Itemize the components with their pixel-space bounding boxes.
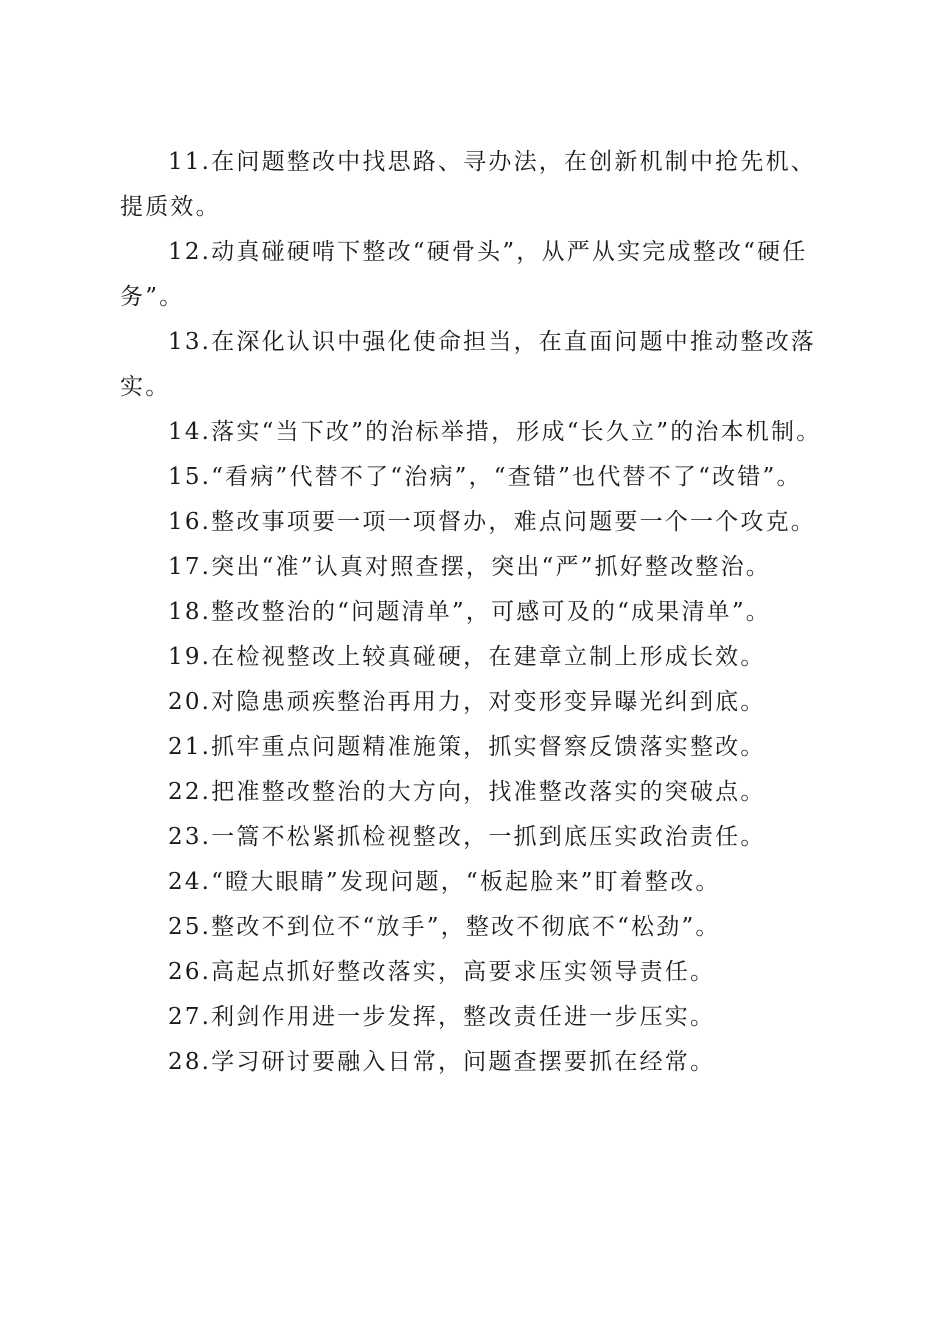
list-item: 11.在问题整改中找思路、寻办法，在创新机制中抢先机、提质效。: [120, 149, 816, 220]
list-item: 14.落实“当下改”的治标举措，形成“长久立”的治本机制。: [168, 419, 822, 445]
list-item: 24.“瞪大眼睛”发现问题，“板起脸来”盯着整改。: [168, 869, 721, 895]
list-item: 21.抓牢重点问题精准施策，抓实督察反馈落实整改。: [168, 734, 766, 760]
list-item: 23.一篙不松紧抓检视整改，一抓到底压实政治责任。: [168, 824, 766, 850]
list-item: 15.“看病”代替不了“治病”，“查错”也代替不了“改错”。: [168, 464, 802, 490]
list-item: 19.在检视整改上较真碰硬，在建章立制上形成长效。: [168, 644, 766, 670]
list-item: 28.学习研讨要融入日常，问题查摆要抓在经常。: [168, 1049, 716, 1075]
list-item: 26.高起点抓好整改落实，高要求压实领导责任。: [168, 959, 716, 985]
list-item: 27.利剑作用进一步发挥，整改责任进一步压实。: [168, 1004, 716, 1030]
list-item: 12.动真碰硬啃下整改“硬骨头”，从严从实完成整改“硬任务”。: [120, 239, 808, 310]
list-item: 18.整改整治的“问题清单”，可感可及的“成果清单”。: [168, 599, 772, 625]
list-item: 17.突出“准”认真对照查摆，突出“严”抓好整改整治。: [168, 554, 772, 580]
list-item: 13.在深化认识中强化使命担当，在直面问题中推动整改落实。: [120, 329, 816, 400]
list-item: 22.把准整改整治的大方向，找准整改落实的突破点。: [168, 779, 766, 805]
list-item: 25.整改不到位不“放手”，整改不彻底不“松劲”。: [168, 914, 721, 940]
list-item: 20.对隐患顽疾整治再用力，对变形变异曝光纠到底。: [168, 689, 766, 715]
document-body: [120, 140, 832, 1085]
list-item: 16.整改事项要一项一项督办，难点问题要一个一个攻克。: [168, 509, 816, 535]
